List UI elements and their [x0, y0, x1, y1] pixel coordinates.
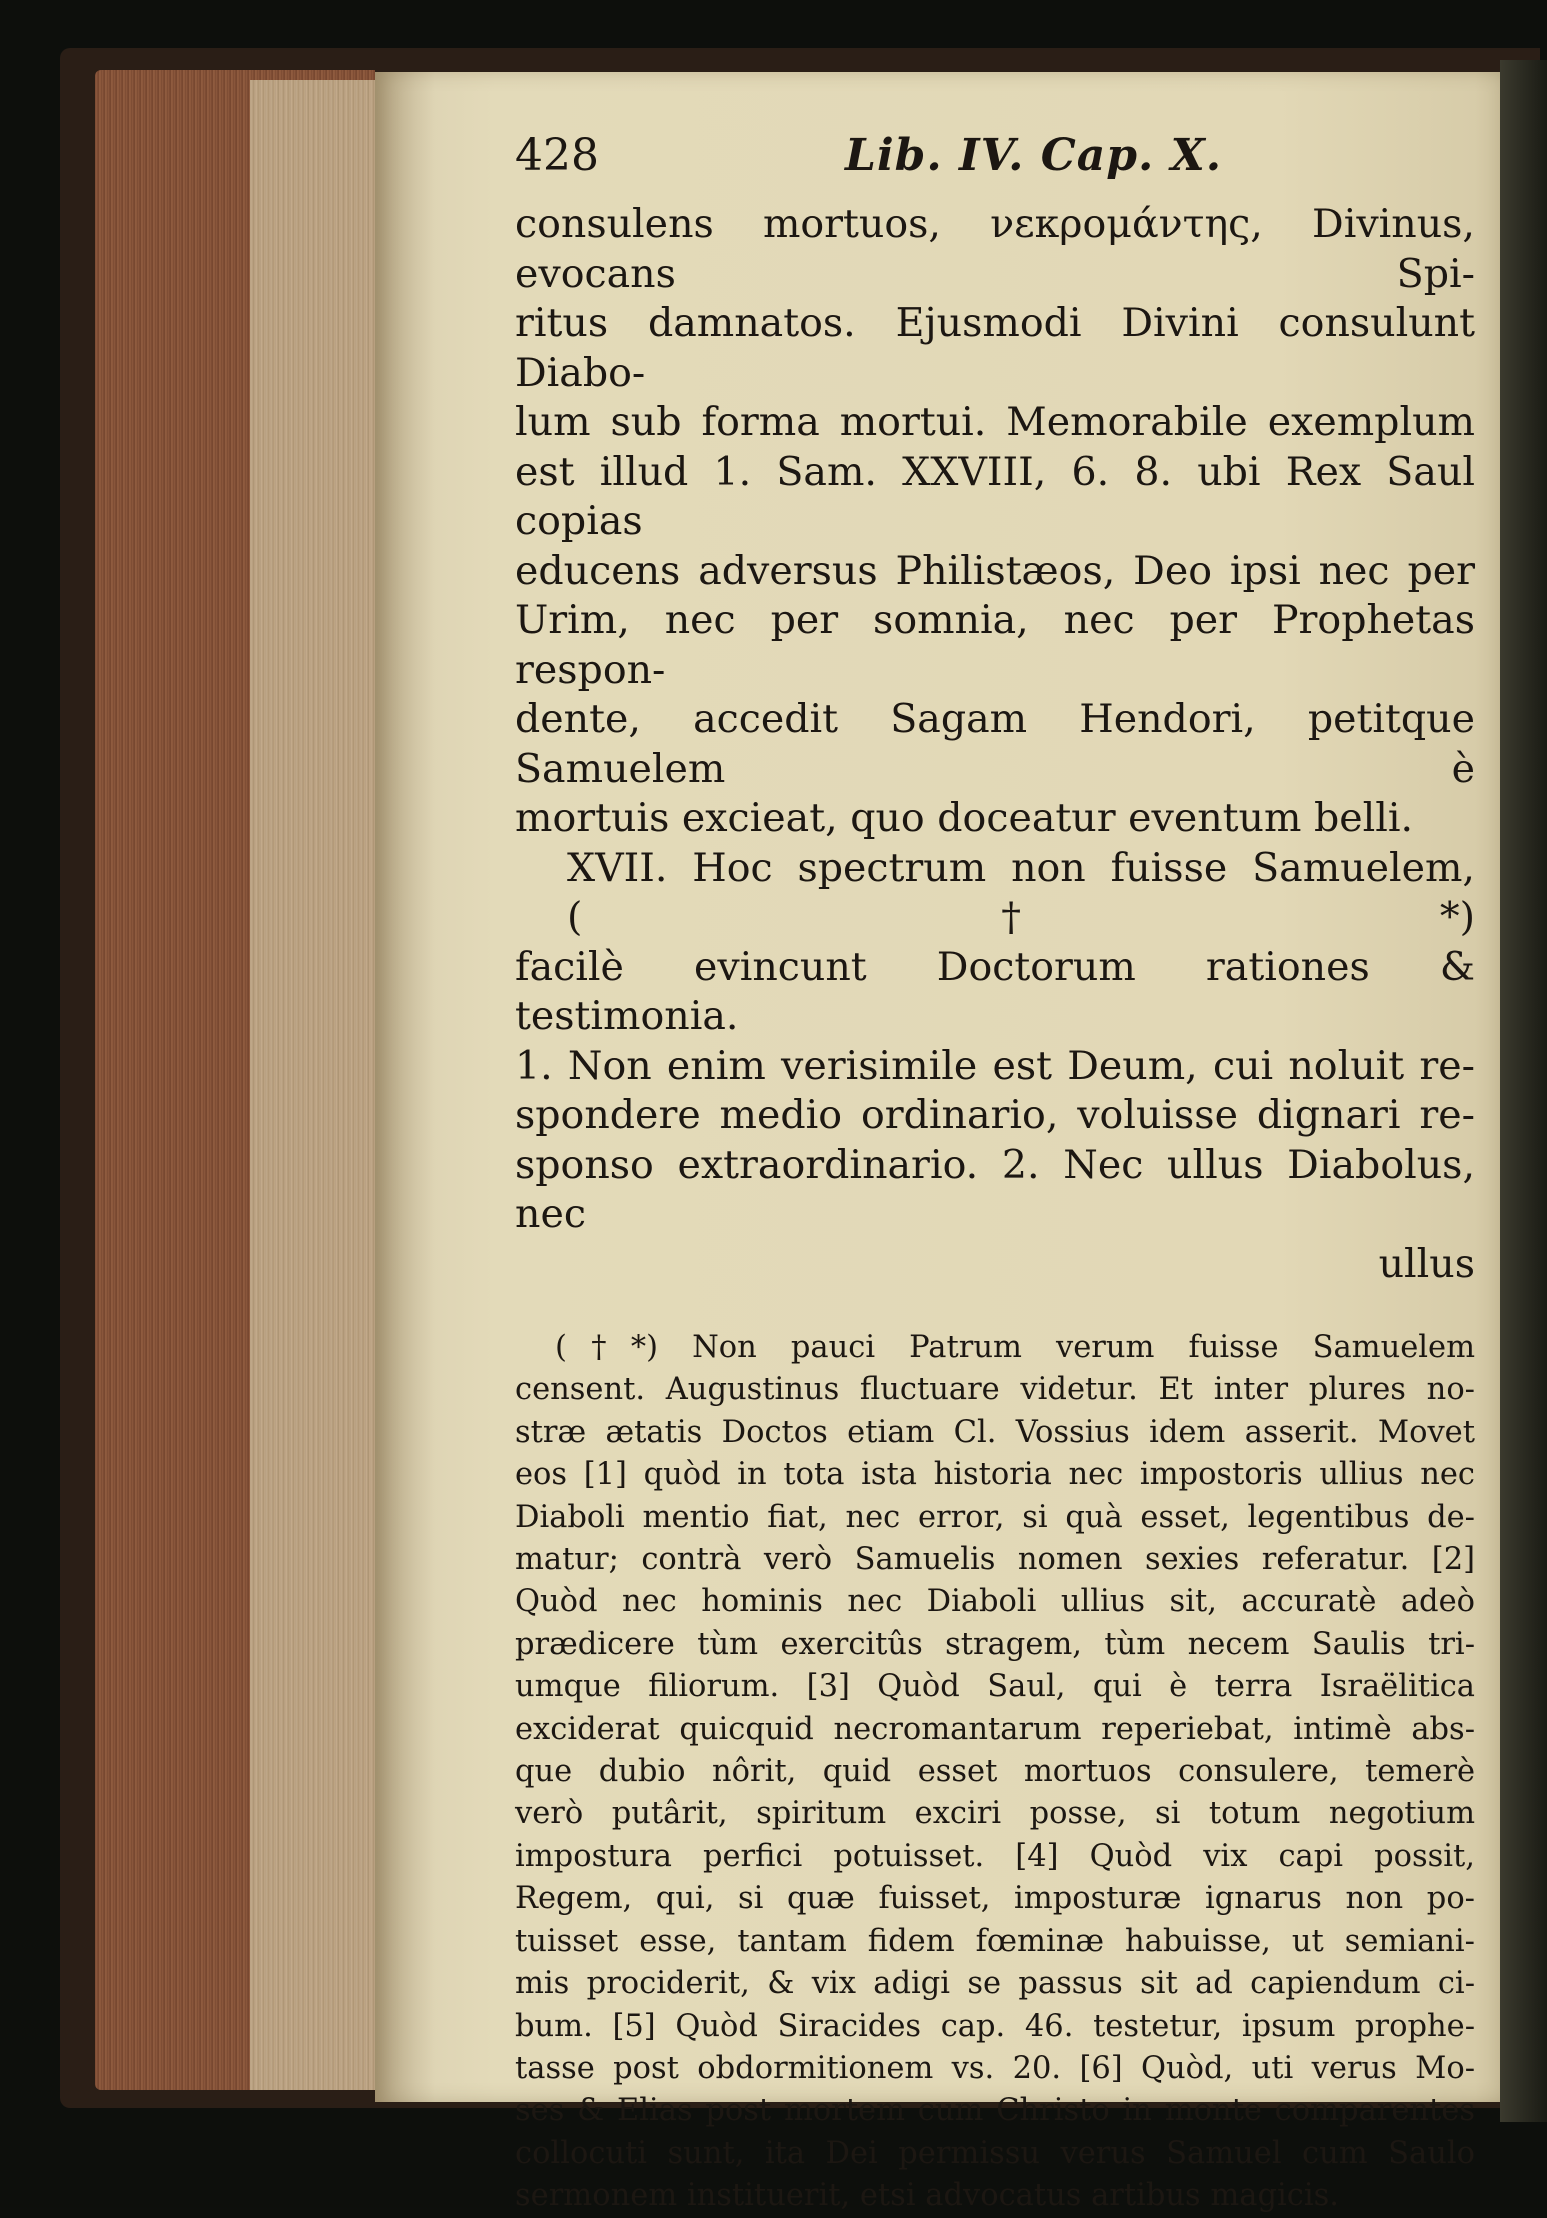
- facing-page-edge: [1500, 60, 1547, 2122]
- footnote-line: bum. [5] Quòd Siracides cap. 46. testetur, ipsum prophe-: [515, 2008, 1475, 2044]
- page-number: 428: [515, 130, 599, 181]
- footnote-line: exciderat quicquid necromantarum reperiebat, intimè abs-: [515, 1711, 1475, 1747]
- body-line: consulens mortuos, νεκρομάντης, Divinus, evocans Spi-: [515, 201, 1475, 297]
- main-text: [515, 200, 1475, 1240]
- body-line: dente, accedit Sagam Hendori, petitque Samuelem è: [515, 696, 1475, 792]
- body-line: est illud 1. Sam. XXVIII, 6. 8. ubi Rex Saul copias: [515, 448, 1475, 544]
- footnote: [515, 1327, 1475, 2218]
- footnote-line: Quòd nec hominis nec Diaboli ullius sit, accuratè adeò: [515, 1584, 1475, 1620]
- body-line: XVII. Hoc spectrum non fuisse Samuelem, (†*): [567, 844, 1475, 940]
- catchword: ullus: [1378, 1240, 1475, 1287]
- footnote-line: sermonem instituerit, etsi advocatus artibus magicis.: [515, 2178, 1339, 2214]
- footnote-line: tuisset esse, tantam fidem fœminæ habuisse, ut semiani-: [515, 1923, 1475, 1959]
- footnote-line: prædicere tùm exercitûs stragem, tùm necem Saulis tri-: [515, 1626, 1475, 1662]
- body-line: ritus damnatos. Ejusmodi Divini consulunt Diabo-: [515, 300, 1475, 396]
- body-line: lum sub forma mortui. Memorabile exemplum: [515, 399, 1475, 445]
- body-line: mortuis excieat, quo doceatur eventum belli.: [515, 795, 1414, 841]
- footnote-line: impostura perfici potuisset. [4] Quòd vix capi possit,: [515, 1838, 1475, 1874]
- footnote-line: Diaboli mentio fiat, nec error, si quà esset, legentibus de-: [515, 1499, 1475, 1535]
- footnote-line: collocuti sunt, ita Dei permissu verus Samuel cum Saulo: [515, 2135, 1475, 2171]
- footnote-line: Regem, qui, si quæ fuisset, imposturæ ignarus non po-: [515, 1881, 1475, 1917]
- footnote-line: mis prociderit, & vix adigi se passus sit ad capiendum ci-: [515, 1966, 1475, 2002]
- body-line: facilè evincunt Doctorum rationes & testimonia.: [515, 943, 1475, 1039]
- page-header: [515, 130, 1475, 200]
- running-head: Lib. IV. Cap. X.: [845, 130, 1223, 181]
- footnote-line: (†*) Non pauci Patrum verum fuisse Samuelem: [555, 1330, 1475, 1365]
- footnote-line: eos [1] quòd in tota ista historia nec impostoris ullius nec: [515, 1457, 1475, 1493]
- page-edges-inner: [250, 80, 380, 2090]
- footnote-line: umque filiorum. [3] Quòd Saul, qui è terra Israëlitica: [515, 1669, 1475, 1705]
- gutter-shadow: [375, 72, 435, 2102]
- body-line: spondere medio ordinario, voluisse dignari re-: [515, 1092, 1475, 1138]
- footnote-line: que dubio nôrit, quid esset mortuos consulere, temerè: [515, 1754, 1475, 1790]
- footnote-line: censent. Augustinus fluctuare videtur. Et inter plures no-: [515, 1372, 1475, 1408]
- footnote-line: tasse post obdormitionem vs. 20. [6] Quòd, uti verus Mo-: [515, 2050, 1475, 2086]
- page-text: [515, 130, 1475, 2218]
- body-line: educens adversus Philistæos, Deo ipsi nec per: [515, 547, 1475, 594]
- footnote-line: verò putârit, spiritum exciri posse, si totum negotium: [515, 1796, 1475, 1832]
- footnote-line: matur; contrà verò Samuelis nomen sexies referatur. [2]: [515, 1542, 1475, 1578]
- footnote-line: stræ ætatis Doctos etiam Cl. Vossius idem asserit. Movet: [515, 1414, 1475, 1450]
- footnote-line: ses & Elias post mortem cum Christo in monte comparentes: [515, 2093, 1475, 2129]
- body-line: 1. Non enim verisimile est Deum, cui noluit re-: [515, 1042, 1475, 1089]
- body-line: Urim, nec per somnia, nec per Prophetas respon-: [515, 597, 1475, 693]
- body-line: sponso extraordinario. 2. Nec ullus Diabolus, nec: [515, 1141, 1475, 1237]
